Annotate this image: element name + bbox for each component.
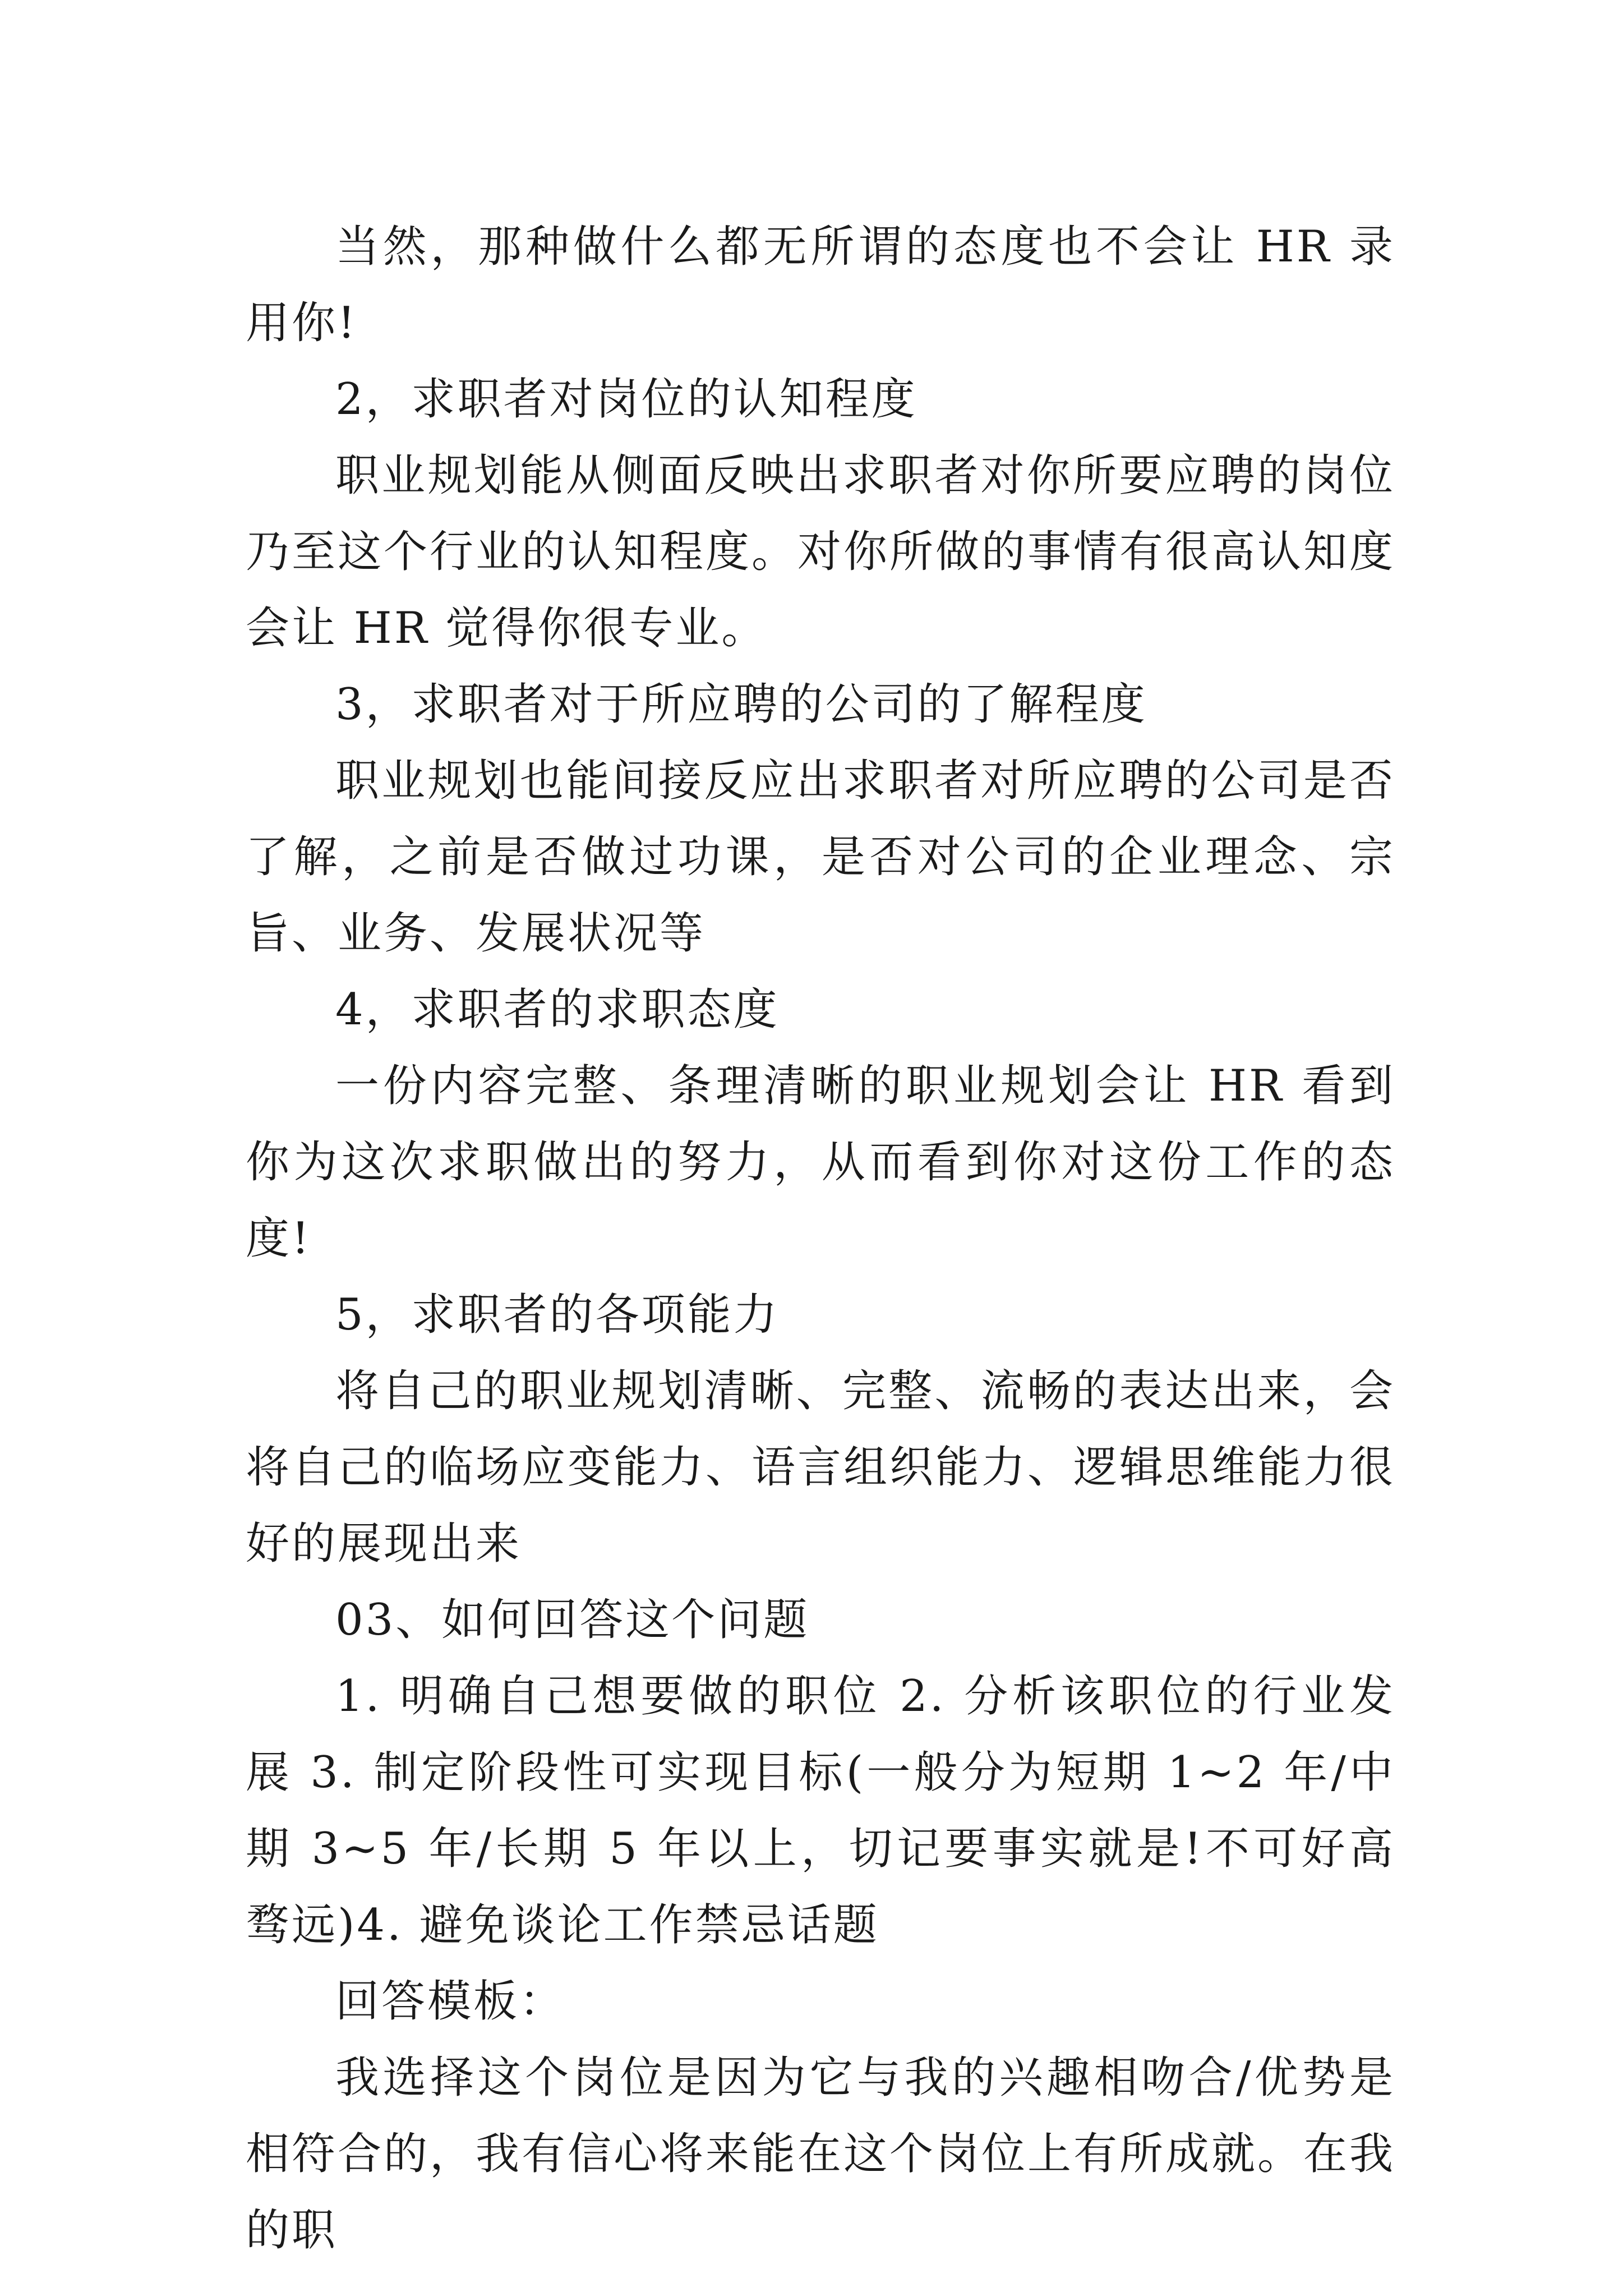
section-heading: 4，求职者的求职态度 — [335, 984, 780, 1035]
section-heading: 03、如何回答这个问题 — [335, 1595, 810, 1645]
section-heading: 3，求职者对于所应聘的公司的了解程度 — [335, 679, 1147, 730]
paragraph: 我选择这个岗位是因为它与我的兴趣相吻合/优势是相符合的，我有信心将来能在这个岗位上有所成就。在我的职 — [246, 2053, 1396, 2256]
paragraph: 一份内容完整、条理清晰的职业规划会让 HR 看到你为这次求职做出的努力，从而看到你对这份工作的态度! — [246, 1061, 1395, 1264]
section-heading: 5，求职者的各项能力 — [335, 1290, 780, 1340]
paragraph: 职业规划也能间接反应出求职者对所应聘的公司是否了解，之前是否做过功课，是否对公司的企业理念、宗旨、业务、发展状况等 — [246, 756, 1395, 959]
paragraph: 职业规划能从侧面反映出求职者对你所要应聘的岗位乃至这个行业的认知程度。对你所做的事情有很高认知度会让 HR 觉得你很专业。 — [246, 450, 1396, 654]
paragraph: 当然，那种做什么都无所谓的态度也不会让 HR 录用你! — [246, 222, 1395, 348]
section-heading: 回答模板： — [335, 1976, 566, 2027]
paragraph: 1. 明确自己想要做的职位 2. 分析该职位的行业发展 3. 制定阶段性可实现目标(一般分为短期 1~2 年/中期 3~5 年/长期 5 年以上，切记要事实就是!不可好高骛远)4. 避免谈论工作禁忌话题 — [246, 1671, 1395, 1950]
section-heading: 2，求职者对岗位的认知程度 — [335, 374, 917, 425]
document-body — [246, 209, 1395, 2269]
paragraph: 将自己的职业规划清晰、完整、流畅的表达出来，会将自己的临场应变能力、语言组织能力、逻辑思维能力很好的展现出来 — [246, 1366, 1396, 1569]
